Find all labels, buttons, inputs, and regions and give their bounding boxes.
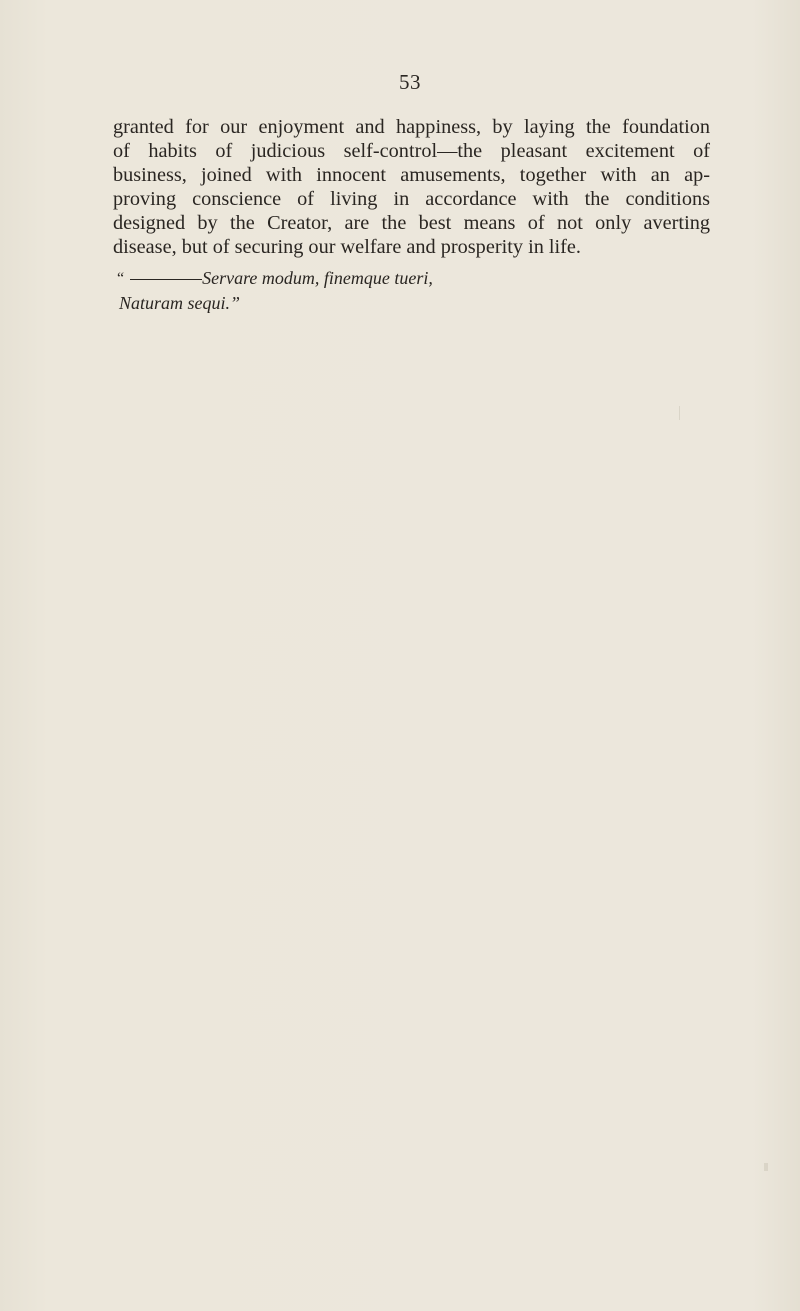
paragraph-line: disease, but of securing our welfare and prosperity in life. bbox=[113, 236, 582, 258]
paragraph-line: granted for our enjoyment and happiness, by laying the foundation bbox=[113, 116, 710, 138]
opening-quote-mark: “ bbox=[117, 270, 125, 287]
paper-blemish bbox=[679, 406, 680, 420]
quotation-dash-rule bbox=[130, 279, 202, 280]
page-number bbox=[0, 70, 800, 95]
paragraph-line: of habits of judicious self-control—the pleasant excitement of bbox=[113, 140, 710, 162]
paragraph-line: business, joined with innocent amusements, together with an ap- bbox=[113, 164, 710, 186]
quotation-line-2: Naturam sequi.” bbox=[119, 293, 241, 313]
paragraph-line: designed by the Creator, are the best means of not only averting bbox=[113, 212, 710, 234]
paragraph-line: proving conscience of living in accordance with the conditions bbox=[113, 188, 710, 210]
latin-quotation bbox=[113, 266, 573, 316]
body-paragraph bbox=[113, 115, 710, 259]
paper-blemish bbox=[764, 1163, 768, 1171]
quotation-first-line bbox=[113, 266, 573, 291]
page-number-text: 53 bbox=[399, 70, 421, 94]
quotation-line-1: Servare modum, finemque tueri, bbox=[202, 268, 433, 288]
